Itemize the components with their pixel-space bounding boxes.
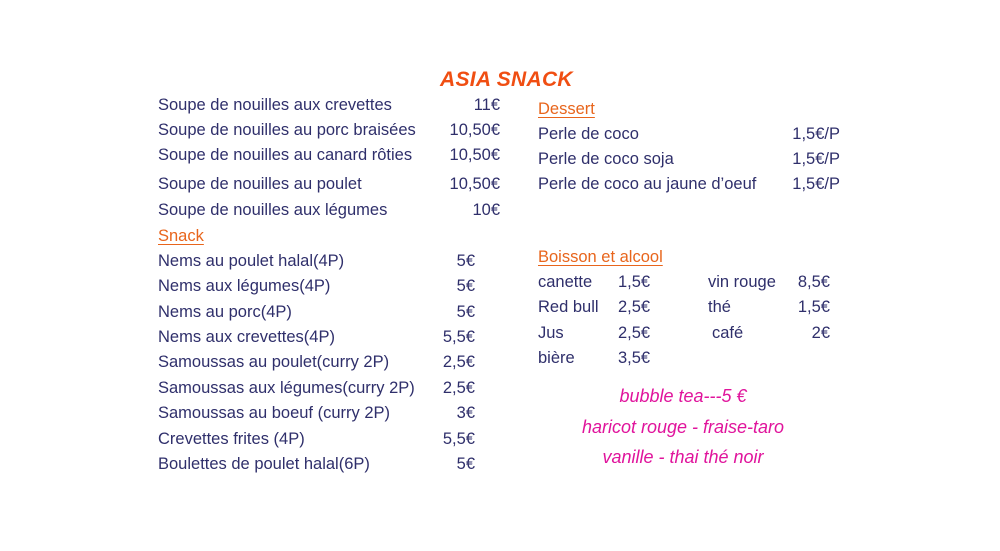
drink-name: canette: [538, 273, 593, 291]
item-name: Nems aux légumes(4P): [158, 277, 331, 295]
item-name: Samoussas aux légumes(curry 2P): [158, 379, 415, 397]
item-price: 5,5€: [442, 328, 475, 346]
drink-price: 2€: [811, 324, 830, 342]
drink-price: 2,5€: [618, 324, 651, 342]
drink-name: Jus: [538, 324, 564, 342]
section-heading-snack: Snack: [158, 227, 204, 245]
item-name: Crevettes frites (4P): [158, 430, 305, 448]
section-heading-dessert: Dessert: [538, 100, 595, 118]
item-price: 1,5€/P: [792, 125, 840, 143]
bubble-tea-line-3: vanille - thai thé noir: [602, 447, 764, 467]
item-price: 5,5€: [442, 430, 475, 448]
item-price: 2,5€: [442, 379, 475, 397]
item-price: 1,5€/P: [792, 150, 840, 168]
item-price: 10,50€: [449, 146, 500, 164]
section-heading-drinks: Boisson et alcool: [538, 248, 663, 266]
bubble-tea-line-2: haricot rouge - fraise-taro: [581, 417, 785, 437]
item-name: Soupe de nouilles aux légumes: [158, 201, 388, 219]
item-price: 3€: [456, 404, 475, 422]
item-price: 2,5€: [442, 353, 475, 371]
item-name: Samoussas au poulet(curry 2P): [158, 353, 390, 371]
item-price: 5€: [456, 303, 475, 321]
item-price: 10€: [472, 201, 500, 219]
item-name: Soupe de nouilles au canard rôties: [158, 146, 413, 164]
item-name: Soupe de nouilles au porc braisées: [158, 121, 416, 139]
item-name: Perle de coco soja: [538, 150, 674, 168]
drink-price: 1,5€: [618, 273, 651, 291]
item-name: Perle de coco au jaune d’oeuf: [538, 175, 757, 193]
item-name: Soupe de nouilles au poulet: [158, 175, 362, 193]
item-name: Boulettes de poulet halal(6P): [158, 455, 370, 473]
item-price: 10,50€: [449, 121, 500, 139]
drink-price: 1,5€: [797, 298, 830, 316]
drink-name: café: [712, 324, 744, 342]
drink-price: 3,5€: [618, 349, 651, 367]
item-name: Perle de coco: [538, 125, 639, 143]
item-price: 5€: [456, 277, 475, 295]
item-price: 5€: [456, 455, 475, 473]
drink-name: bière: [538, 349, 575, 367]
item-price: 11€: [473, 96, 500, 114]
drink-name: Red bull: [538, 298, 599, 316]
page-title: ASIA SNACK: [440, 68, 573, 91]
item-price: 1,5€/P: [792, 175, 840, 193]
item-name: Soupe de nouilles aux crevettes: [158, 96, 392, 114]
item-name: Nems au porc(4P): [158, 303, 292, 321]
drink-price: 8,5€: [797, 273, 830, 291]
item-price: 5€: [456, 252, 475, 270]
item-name: Nems au poulet halal(4P): [158, 252, 345, 270]
bubble-tea-line-1: bubble tea---5 €: [619, 386, 747, 406]
item-price: 10,50€: [449, 175, 500, 193]
item-name: Samoussas au boeuf (curry 2P): [158, 404, 391, 422]
drink-name: thé: [708, 298, 731, 316]
drink-name: vin rouge: [708, 273, 776, 291]
item-name: Nems aux crevettes(4P): [158, 328, 335, 346]
drink-price: 2,5€: [618, 298, 651, 316]
